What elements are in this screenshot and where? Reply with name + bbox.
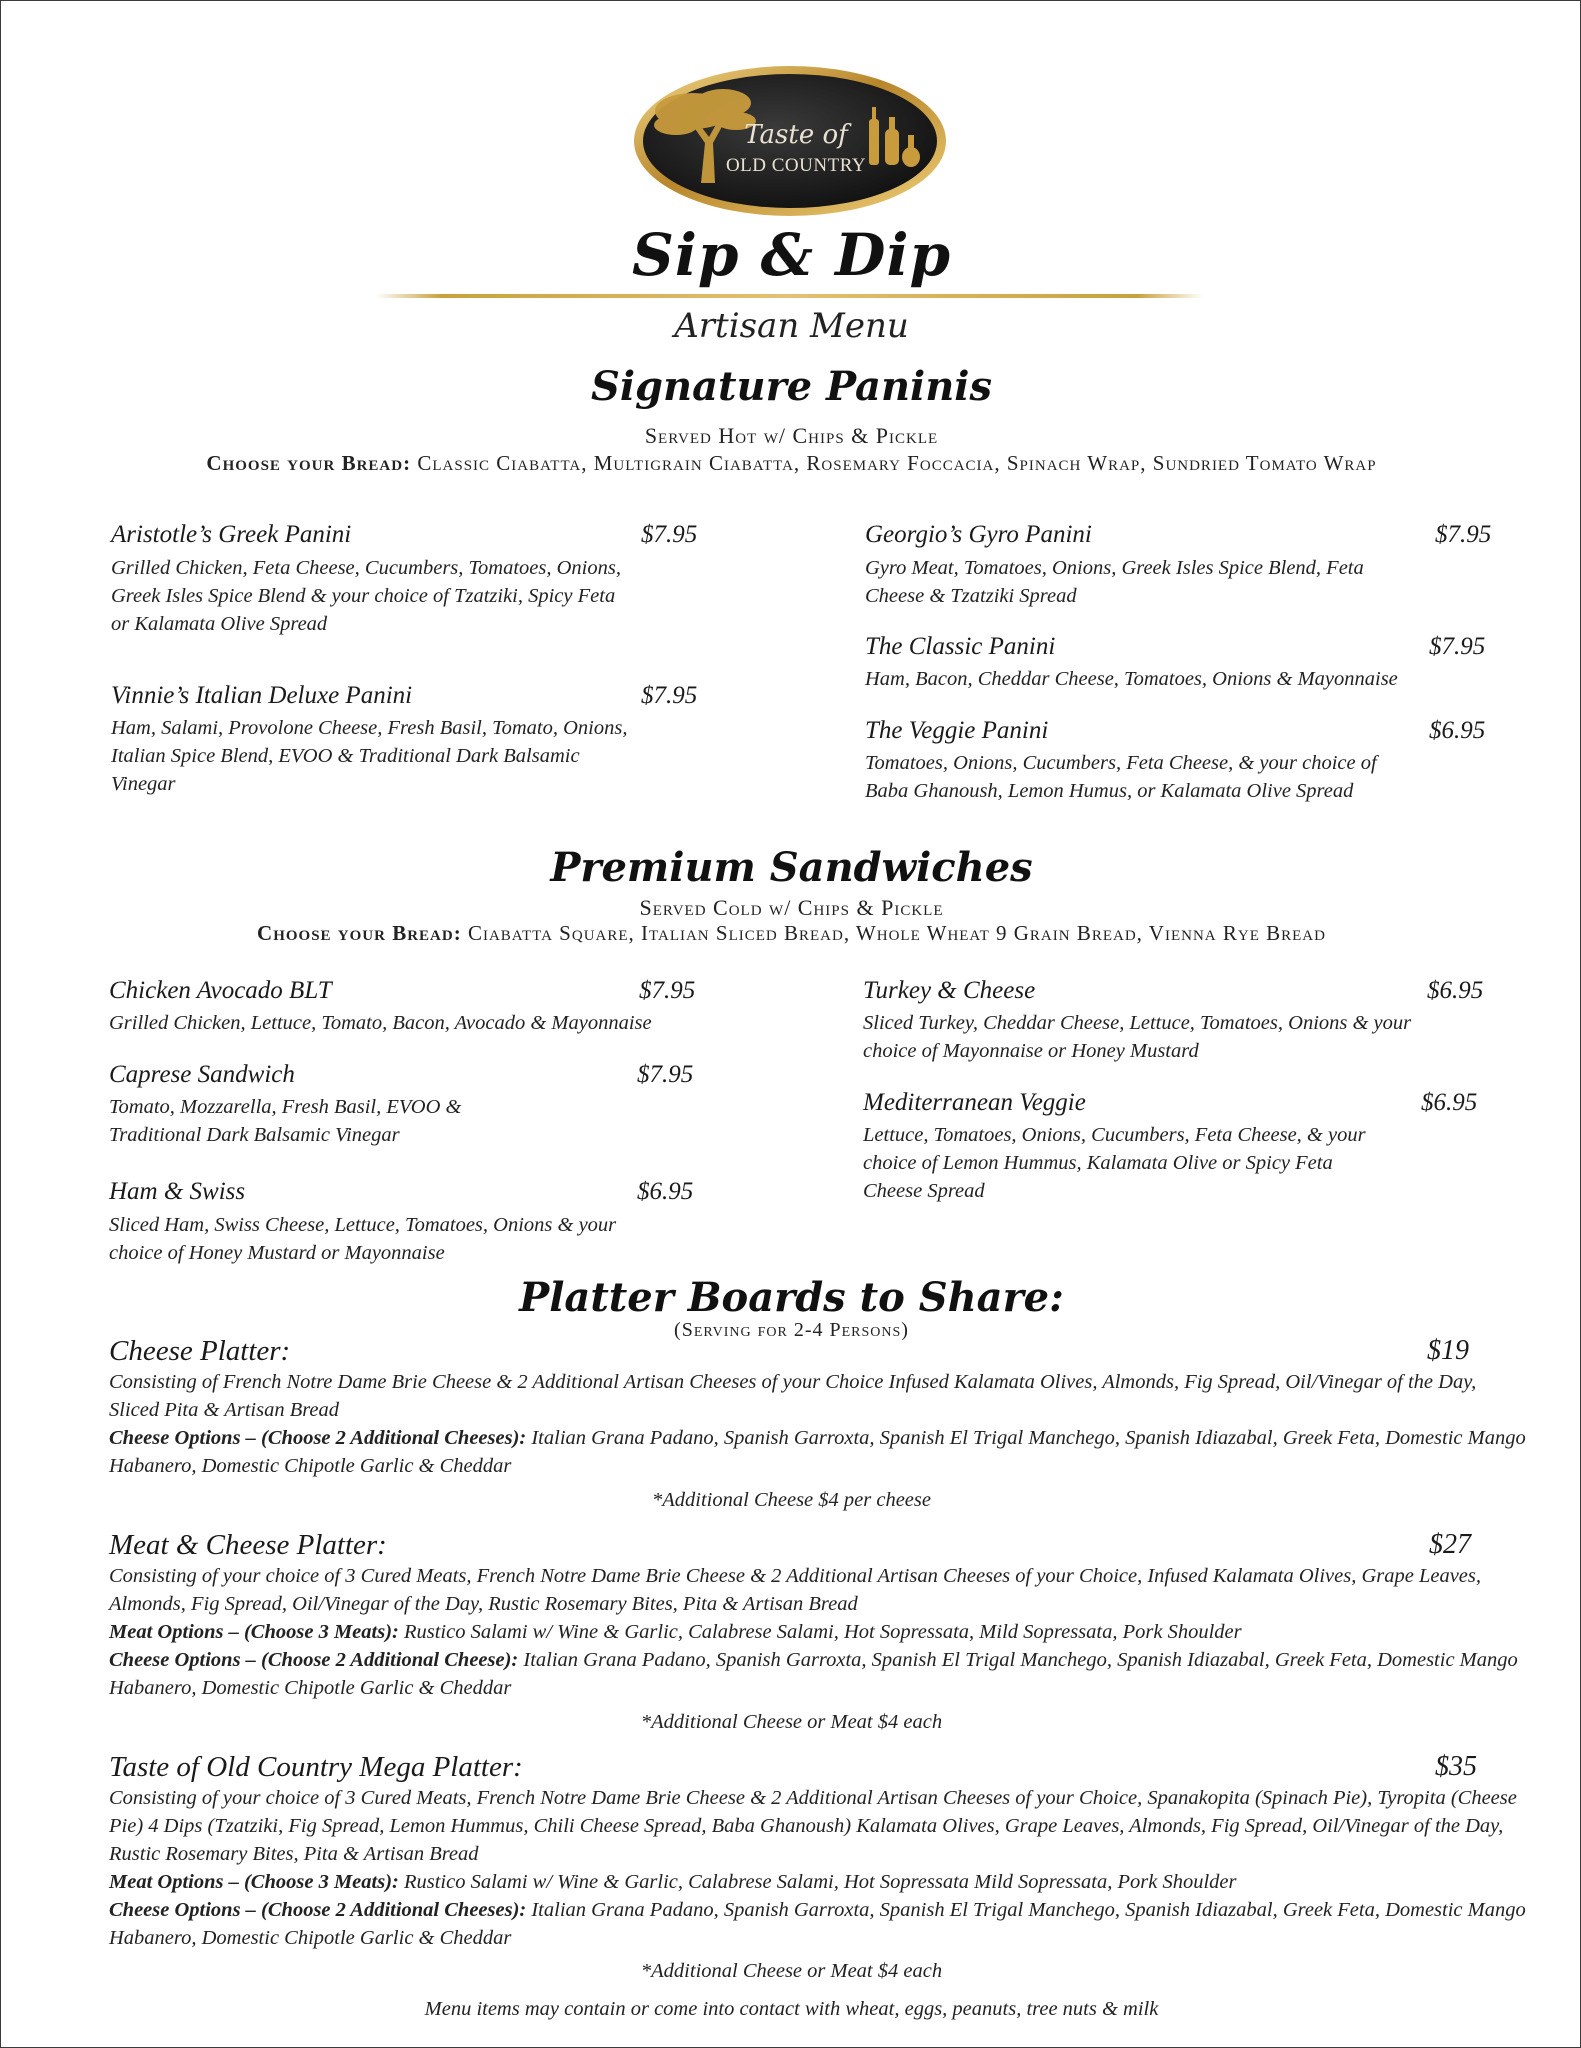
cheese-options-list: Italian Grana Padano, Spanish Garroxta, Spanish El Trigal Manchego, Spanish Idiazabal, Greek Feta, Domestic Mango Habanero, Domestic Chipotle Garlic & Cheddar — [109, 1899, 1526, 1949]
logo-line2: OLD COUNTRY — [725, 155, 867, 176]
panini-price: $6.95 — [1429, 717, 1486, 744]
paninis-heading: Signature Paninis — [590, 363, 993, 410]
panini-name: The Veggie Panini — [865, 717, 1049, 744]
cheese-options-label: Cheese Options – (Choose 2 Additional Cheese): — [109, 1649, 519, 1671]
panini-description: Gyro Meat, Tomatoes, Onions, Greek Isles Spice Blend, Feta Cheese & Tzatziki Spread — [865, 557, 1364, 607]
panini-name: Aristotle’s Greek Panini — [111, 521, 352, 548]
sandwich-name: Mediterranean Veggie — [863, 1089, 1086, 1116]
platter-name: Meat & Cheese Platter: — [109, 1529, 387, 1561]
allergy-note: Menu items may contain or come into contact with wheat, eggs, peanuts, tree nuts & milk — [424, 1998, 1159, 2020]
platter-name: Cheese Platter: — [109, 1335, 291, 1367]
sandwich-price: $6.95 — [1421, 1089, 1478, 1116]
cheese-options-label: Cheese Options – (Choose 2 Additional Cheeses): — [109, 1899, 527, 1921]
paninis-bread-options: Classic Ciabatta, Multigrain Ciabatta, Rosemary Foccacia, Spinach Wrap, Sundried Tomato Wrap — [417, 451, 1377, 475]
platter-price: $27 — [1429, 1529, 1471, 1560]
panini-description: Ham, Bacon, Cheddar Cheese, Tomatoes, Onions & Mayonnaise — [865, 668, 1398, 690]
sandwich-price: $7.95 — [637, 1061, 694, 1088]
platter-meat-options — [109, 1868, 1529, 1896]
platter-description: Consisting of French Notre Dame Brie Cheese & 2 Additional Artisan Cheeses of your Choice Infused Kalamata Olives, Almonds, Fig Spread, Oil/Vinegar of the Day, Sliced Pita & Artisan Bread — [109, 1371, 1477, 1421]
restaurant-logo — [631, 63, 949, 219]
sandwiches-heading: Premium Sandwiches — [550, 844, 1033, 891]
paninis-bread-label: Choose your Bread: — [206, 451, 412, 475]
platter-name: Taste of Old Country Mega Platter: — [109, 1751, 523, 1783]
panini-price: $7.95 — [1429, 633, 1486, 660]
cheese-options-label: Cheese Options – (Choose 2 Additional Cheeses): — [109, 1427, 527, 1449]
menu-title: Sip & Dip — [631, 221, 952, 289]
platter-price: $19 — [1427, 1335, 1469, 1366]
menu-subtitle: Artisan Menu — [674, 306, 909, 346]
olive-tree-and-bottles-logo — [631, 63, 949, 219]
sandwich-price: $7.95 — [639, 977, 696, 1004]
platter-cheese-options — [109, 1646, 1529, 1702]
platter-description: Consisting of your choice of 3 Cured Meats, French Notre Dame Brie Cheese & 2 Additional Artisan Cheeses of your Choice, Spanakopita (Spinach Pie), Tyropita (Cheese Pie) 4 Dips (Tzatziki, Fig Spread, Lemon Hummus, Chili Cheese Spread, Baba Ghanoush) Kalamata Olives, Grape Leaves, Almonds, Fig Spread, Oil/Vinegar of the Day, Rustic Rosemary Bites, Pita & Artisan Bread — [109, 1787, 1517, 1865]
sandwich-description: Grilled Chicken, Lettuce, Tomato, Bacon, Avocado & Mayonnaise — [109, 1012, 652, 1034]
cheese-options-list: Italian Grana Padano, Spanish Garroxta, Spanish El Trigal Manchego, Spanish Idiazabal, Greek Feta, Domestic Mango Habanero, Domestic Chipotle Garlic & Cheddar — [109, 1649, 1518, 1699]
panini-price: $7.95 — [641, 682, 698, 709]
cheese-options-list: Italian Grana Padano, Spanish Garroxta, Spanish El Trigal Manchego, Spanish Idiazabal, Greek Feta, Domestic Mango Habanero, Domestic Chipotle Garlic & Cheddar — [109, 1427, 1526, 1477]
sandwich-name: Caprese Sandwich — [109, 1061, 295, 1088]
sandwich-description: Lettuce, Tomatoes, Onions, Cucumbers, Feta Cheese, & your choice of Lemon Hummus, Kalamata Olive or Spicy Feta Cheese Spread — [863, 1124, 1366, 1202]
sandwich-description: Sliced Turkey, Cheddar Cheese, Lettuce, Tomatoes, Onions & your choice of Mayonnaise or Honey Mustard — [863, 1012, 1412, 1062]
platter-cheese-options — [109, 1424, 1529, 1480]
sandwich-price: $6.95 — [637, 1178, 694, 1205]
meat-options-list: Rustico Salami w/ Wine & Garlic, Calabrese Salami, Hot Sopressata Mild Sopressata, Pork Shoulder — [403, 1871, 1237, 1893]
sandwich-name: Ham & Swiss — [109, 1178, 246, 1205]
platter-description: Consisting of your choice of 3 Cured Meats, French Notre Dame Brie Cheese & 2 Additional Artisan Cheeses of your Choice, Infused Kalamata Olives, Grape Leaves, Almonds, Fig Spread, Oil/Vinegar of the Day, Rustic Rosemary Bites, Pita & Artisan Bread — [109, 1565, 1481, 1615]
panini-name: Vinnie’s Italian Deluxe Panini — [111, 682, 413, 709]
sandwich-description: Tomato, Mozzarella, Fresh Basil, EVOO & Traditional Dark Balsamic Vinegar — [109, 1096, 462, 1146]
sandwich-price: $6.95 — [1427, 977, 1484, 1004]
paninis-served-note: Served Hot w/ Chips & Pickle — [644, 423, 939, 448]
platter-note: *Additional Cheese or Meat $4 each — [640, 1960, 943, 1982]
platter-note: *Additional Cheese $4 per cheese — [652, 1489, 931, 1511]
sandwiches-bread-line — [1, 921, 1581, 946]
meat-options-label: Meat Options – (Choose 3 Meats): — [109, 1621, 399, 1643]
sandwiches-served-note: Served Cold w/ Chips & Pickle — [639, 895, 944, 920]
sandwich-name: Chicken Avocado BLT — [109, 977, 332, 1004]
paninis-bread-line — [1, 451, 1581, 476]
sandwich-description: Sliced Ham, Swiss Cheese, Lettuce, Tomatoes, Onions & your choice of Honey Mustard or Mayonnaise — [109, 1214, 617, 1264]
platter-cheese-options — [109, 1896, 1529, 1952]
platter-meat-options — [109, 1618, 1529, 1646]
panini-description: Tomatoes, Onions, Cucumbers, Feta Cheese, & your choice of Baba Ghanoush, Lemon Humus, or Kalamata Olive Spread — [865, 752, 1377, 802]
panini-description: Ham, Salami, Provolone Cheese, Fresh Basil, Tomato, Onions, Italian Spice Blend, EVOO & Traditional Dark Balsamic Vinegar — [111, 717, 628, 795]
meat-options-list: Rustico Salami w/ Wine & Garlic, Calabrese Salami, Hot Sopressata, Mild Sopressata, Pork Shoulder — [403, 1621, 1242, 1643]
panini-price: $7.95 — [1435, 521, 1492, 548]
logo-line1: Taste of — [744, 120, 848, 150]
platters-serving-note: (Serving for 2-4 Persons) — [674, 1319, 909, 1341]
panini-name: Georgio’s Gyro Panini — [865, 521, 1092, 548]
sandwiches-bread-label: Choose your Bread: — [257, 921, 462, 945]
panini-description: Grilled Chicken, Feta Cheese, Cucumbers, Tomatoes, Onions, Greek Isles Spice Blend & your choice of Tzatziki, Spicy Feta or Kalamata Olive Spread — [111, 557, 621, 635]
panini-price: $7.95 — [641, 521, 698, 548]
gold-divider — [375, 294, 1203, 298]
platter-price: $35 — [1435, 1751, 1477, 1782]
panini-name: The Classic Panini — [865, 633, 1056, 660]
meat-options-label: Meat Options – (Choose 3 Meats): — [109, 1871, 399, 1893]
platter-note: *Additional Cheese or Meat $4 each — [640, 1711, 943, 1733]
sandwiches-bread-options: Ciabatta Square, Italian Sliced Bread, Whole Wheat 9 Grain Bread, Vienna Rye Bread — [467, 921, 1326, 945]
sandwich-name: Turkey & Cheese — [863, 977, 1036, 1004]
platters-heading: Platter Boards to Share: — [519, 1274, 1064, 1321]
